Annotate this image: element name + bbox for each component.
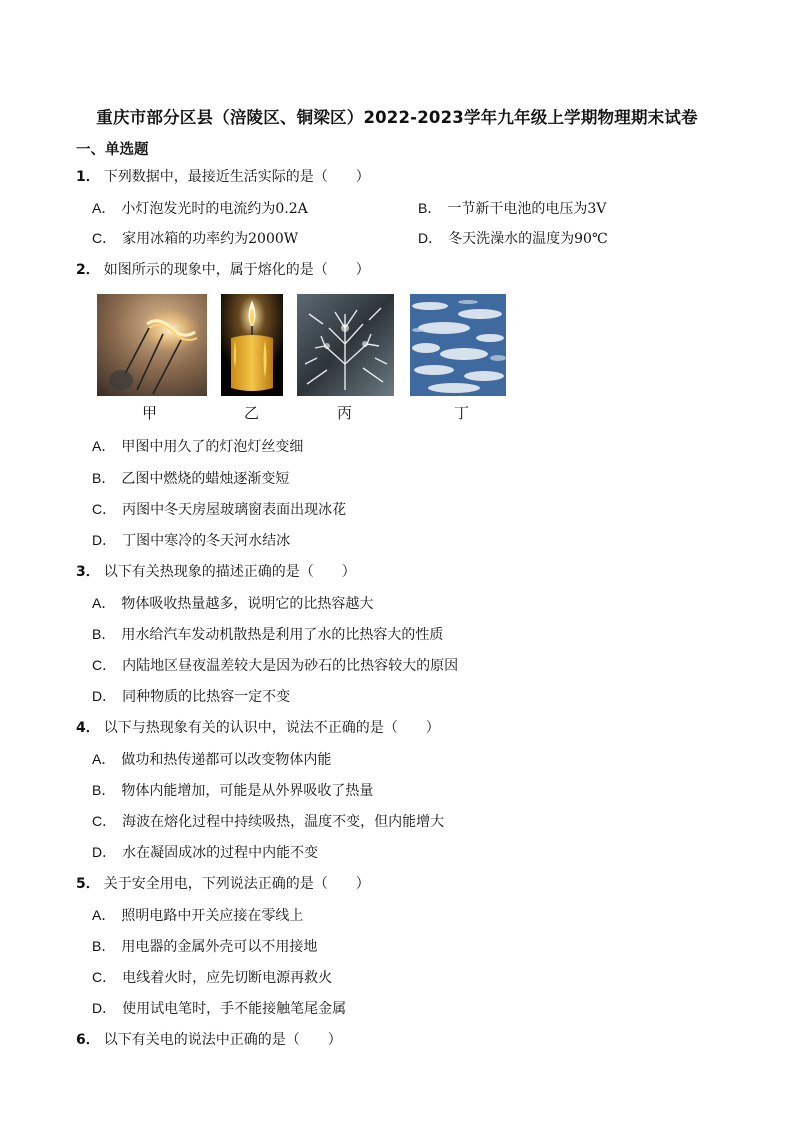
question-number: 3． xyxy=(76,564,100,580)
question-number: 2． xyxy=(76,262,100,278)
light-bulb-filament-image xyxy=(97,294,207,396)
image-caption-jia: 甲 xyxy=(142,404,158,422)
question-text: 如图所示的现象中，属于熔化的是（ ） xyxy=(103,262,370,278)
option-1b: B． 一节新干电池的电压为3V xyxy=(418,200,607,217)
question-number: 1． xyxy=(76,169,100,185)
option-2c: C． 丙图中冬天房屋玻璃窗表面出现冰花 xyxy=(92,501,347,518)
question-number: 6． xyxy=(76,1032,100,1048)
question-text: 以下有关电的说法中正确的是（ ） xyxy=(103,1032,342,1048)
option-5a: A． 照明电路中开关应接在零线上 xyxy=(92,907,304,924)
option-3c: C． 内陆地区昼夜温差较大是因为砂石的比热容较大的原因 xyxy=(92,657,459,674)
question-6 xyxy=(76,1029,342,1049)
option-5d: D． 使用试电笔时，手不能接触笔尾金属 xyxy=(92,1000,347,1017)
option-2d: D． 丁图中寒冷的冬天河水结冰 xyxy=(92,532,291,549)
option-3b: B． 用水给汽车发动机散热是利用了水的比热容大的性质 xyxy=(92,626,444,643)
question-text: 以下与热现象有关的认识中，说法不正确的是（ ） xyxy=(103,720,440,736)
question-number: 4． xyxy=(76,720,100,736)
question-2 xyxy=(76,259,370,279)
question-text: 关于安全用电，下列说法正确的是（ ） xyxy=(103,876,370,892)
option-5c: C． 电线着火时，应先切断电源再救火 xyxy=(92,969,333,986)
window-frost-image xyxy=(297,294,394,396)
question-number: 5． xyxy=(76,876,100,892)
option-4c: C． 海波在熔化过程中持续吸热，温度不变，但内能增大 xyxy=(92,813,445,830)
burning-candle-image xyxy=(221,294,283,396)
option-4b: B． 物体内能增加，可能是从外界吸收了热量 xyxy=(92,782,374,799)
question-5 xyxy=(76,873,370,893)
section-heading: 一、单选题 xyxy=(76,142,149,158)
image-caption-ding: 丁 xyxy=(454,404,470,422)
option-1c: C． 家用冰箱的功率约为2000W xyxy=(92,230,299,247)
option-1a: A． 小灯泡发光时的电流约为0.2A xyxy=(92,200,308,217)
frozen-river-image xyxy=(410,294,506,396)
image-caption-yi: 乙 xyxy=(244,404,260,422)
question-text: 下列数据中，最接近生活实际的是（ ） xyxy=(103,169,370,185)
question-3 xyxy=(76,561,356,581)
image-caption-bing: 丙 xyxy=(337,404,353,422)
option-2a: A． 甲图中用久了的灯泡灯丝变细 xyxy=(92,438,304,455)
option-4a: A． 做功和热传递都可以改变物体内能 xyxy=(92,751,332,768)
option-5b: B． 用电器的金属外壳可以不用接地 xyxy=(92,938,318,955)
question-text: 以下有关热现象的描述正确的是（ ） xyxy=(103,564,356,580)
option-3d: D． 同种物质的比热容一定不变 xyxy=(92,688,291,705)
option-1d: D． 冬天洗澡水的温度为90℃ xyxy=(418,230,608,247)
option-3a: A． 物体吸收热量越多，说明它的比热容越大 xyxy=(92,595,374,612)
question-4 xyxy=(76,717,440,737)
option-2b: B． 乙图中燃烧的蜡烛逐渐变短 xyxy=(92,470,290,487)
question-1 xyxy=(76,166,370,186)
exam-title: 重庆市部分区县（涪陵区、铜梁区）2022-2023学年九年级上学期物理期末试卷 xyxy=(96,108,698,127)
option-4d: D． 水在凝固成冰的过程中内能不变 xyxy=(92,844,319,861)
